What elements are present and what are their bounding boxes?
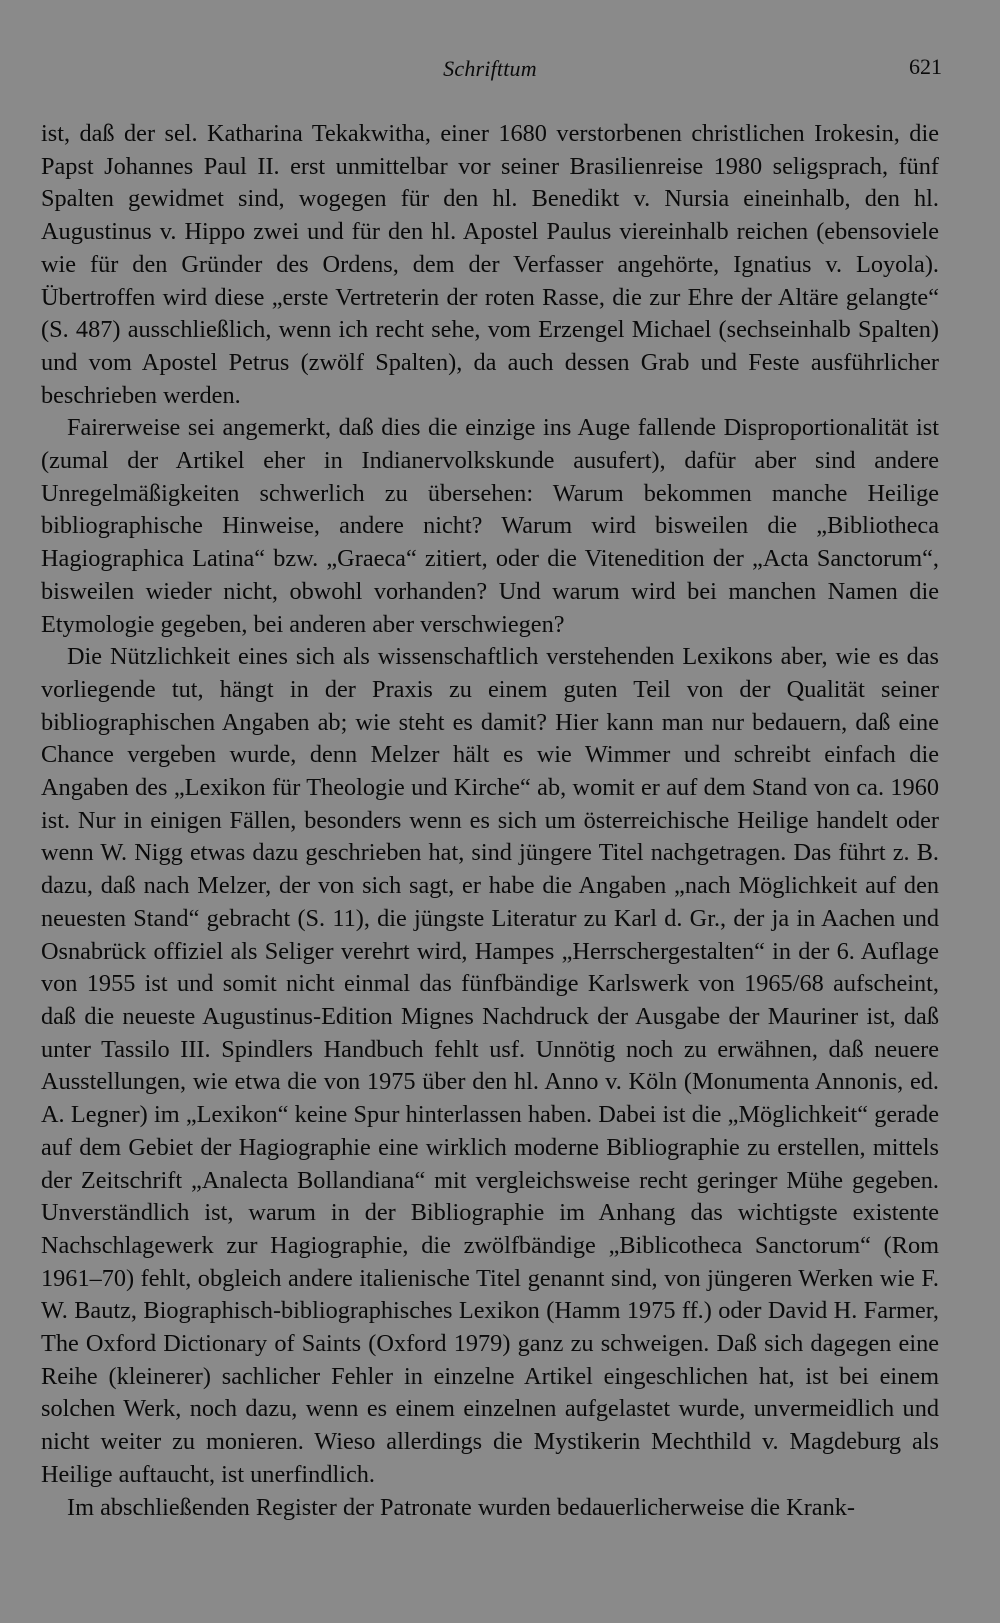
running-title: Schrifttum: [443, 56, 537, 81]
paragraph-disproportion: Fairerweise sei angemerkt, daß dies die einzige ins Auge fallende Disproportionalität ist (zumal der Artikel eher in Indianervolkskunde ausufert), dafür aber sind andere Unregelmäßigkeiten schwerlich zu übersehen: Warum bekommen manche Heilige bibliographische Hinweise, andere nicht? Warum wird bisweilen die „Bibliotheca Hagiographica Latina“ bzw. „Graeca“ zitiert, oder die Vitenedition der „Acta Sanctorum“, bisweilen wieder nicht, obwohl vorhanden? Und warum wird bei manchen Namen die Etymologie gegeben, bei anderen aber verschwiegen?: [41, 414, 939, 638]
paragraph-bibliography: Die Nützlichkeit eines sich als wissenschaftlich verstehenden Lexikons aber, wie es das vorliegende tut, hängt in der Praxis zu einem guten Teil von der Qualität seiner bibliographischen Angaben ab; wie steht es damit? Hier kann man nur bedauern, daß eine Chance vergeben wurde, denn Melzer hält es wie Wimmer und schreibt einfach die Angaben des „Lexikon für Theologie und Kirche“ ab, womit er auf dem Stand von ca. 1960 ist. Nur in einigen Fällen, besonders wenn es sich um österreichische Heilige handelt oder wenn W. Nigg etwas dazu geschrieben hat, sind jüngere Titel nachgetragen. Das führt z. B. dazu, daß nach Melzer, der von sich sagt, er habe die Angaben „nach Möglichkeit auf den neuesten Stand“ gebracht (S. 11), die jüngste Literatur zu Karl d. Gr., der ja in Aachen und Osnabrück offiziel als Seliger verehrt wird, Hampes „Herrschergestalten“ in der 6. Auflage von 1955 ist und somit nicht einmal das fünfbändige Karlswerk von 1965/68 aufscheint, daß die neueste Augustinus-Edition Mignes Nachdruck der Ausgabe der Mauriner ist, daß unter Tassilo III. Spindlers Handbuch fehlt usf. Unnötig noch zu erwähnen, daß neuere Ausstellungen, wie etwa die von 1975 über den hl. Anno v. Köln (Monumenta Annonis, ed. A. Legner) im „Lexikon“ keine Spur hinterlassen haben. Dabei ist die „Möglichkeit“ gerade auf dem Gebiet der Hagiographie eine wirklich moderne Bibliographie zu erstellen, mittels der Zeitschrift „Analecta Bollandiana“ mit vergleichsweise recht geringer Mühe gegeben. Unverständlich ist, warum in der Bibliographie im Anhang das wichtigste existente Nachschlagewerk zur Hagiographie, die zwölfbändige „Biblicotheca Sanctorum“ (Rom 1961–70) fehlt, obgleich andere italienische Titel genannt sind, von jüngeren Werken wie F. W. Bautz, Biographisch-bibliographisches Lexikon (Hamm 1975 ff.) oder David H. Farmer, The Oxford Dictionary of Saints (Oxford 1979) ganz zu schweigen. Daß sich dagegen eine Reihe (kleinerer) sachlicher Fehler in einzelne Artikel eingeschlichen hat, ist bei einem solchen Werk, noch dazu, wenn es einem einzelnen aufgelastet wurde, unvermeidlich und nicht weiter zu monieren. Wieso allerdings die Mystikerin Mechthild v. Magdeburg als Heilige auftaucht, ist unerfindlich.: [41, 643, 939, 1488]
paragraph-continuation: ist, daß der sel. Katharina Tekakwitha, einer 1680 verstorbenen christlichen Irokesin, die Papst Johannes Paul II. erst unmittelbar vor seiner Brasilienreise 1980 seligsprach, fünf Spalten gewidmet sind, wogegen für den hl. Benedikt v. Nursia eineinhalb, den hl. Augustinus v. Hippo zwei und für den hl. Apostel Paulus viereinhalb reichen (ebensoviele wie für den Gründer des Ordens, dem der Verfasser angehörte, Ignatius v. Loyola). Übertroffen wird diese „erste Vertreterin der roten Rasse, die zur Ehre der Altäre gelangte“ (S. 487) ausschließlich, wenn ich recht sehe, vom Erzengel Michael (sechseinhalb Spalten) und vom Apostel Petrus (zwölf Spalten), da auch dessen Grab und Feste ausführlicher beschrieben werden.: [41, 120, 939, 409]
page-number: 621: [909, 54, 942, 79]
running-header: [40, 56, 940, 86]
paragraph-register: Im abschließenden Register der Patronate wurden bedauerlicherweise die Krank-: [67, 1493, 855, 1521]
body-text: [41, 118, 939, 1524]
